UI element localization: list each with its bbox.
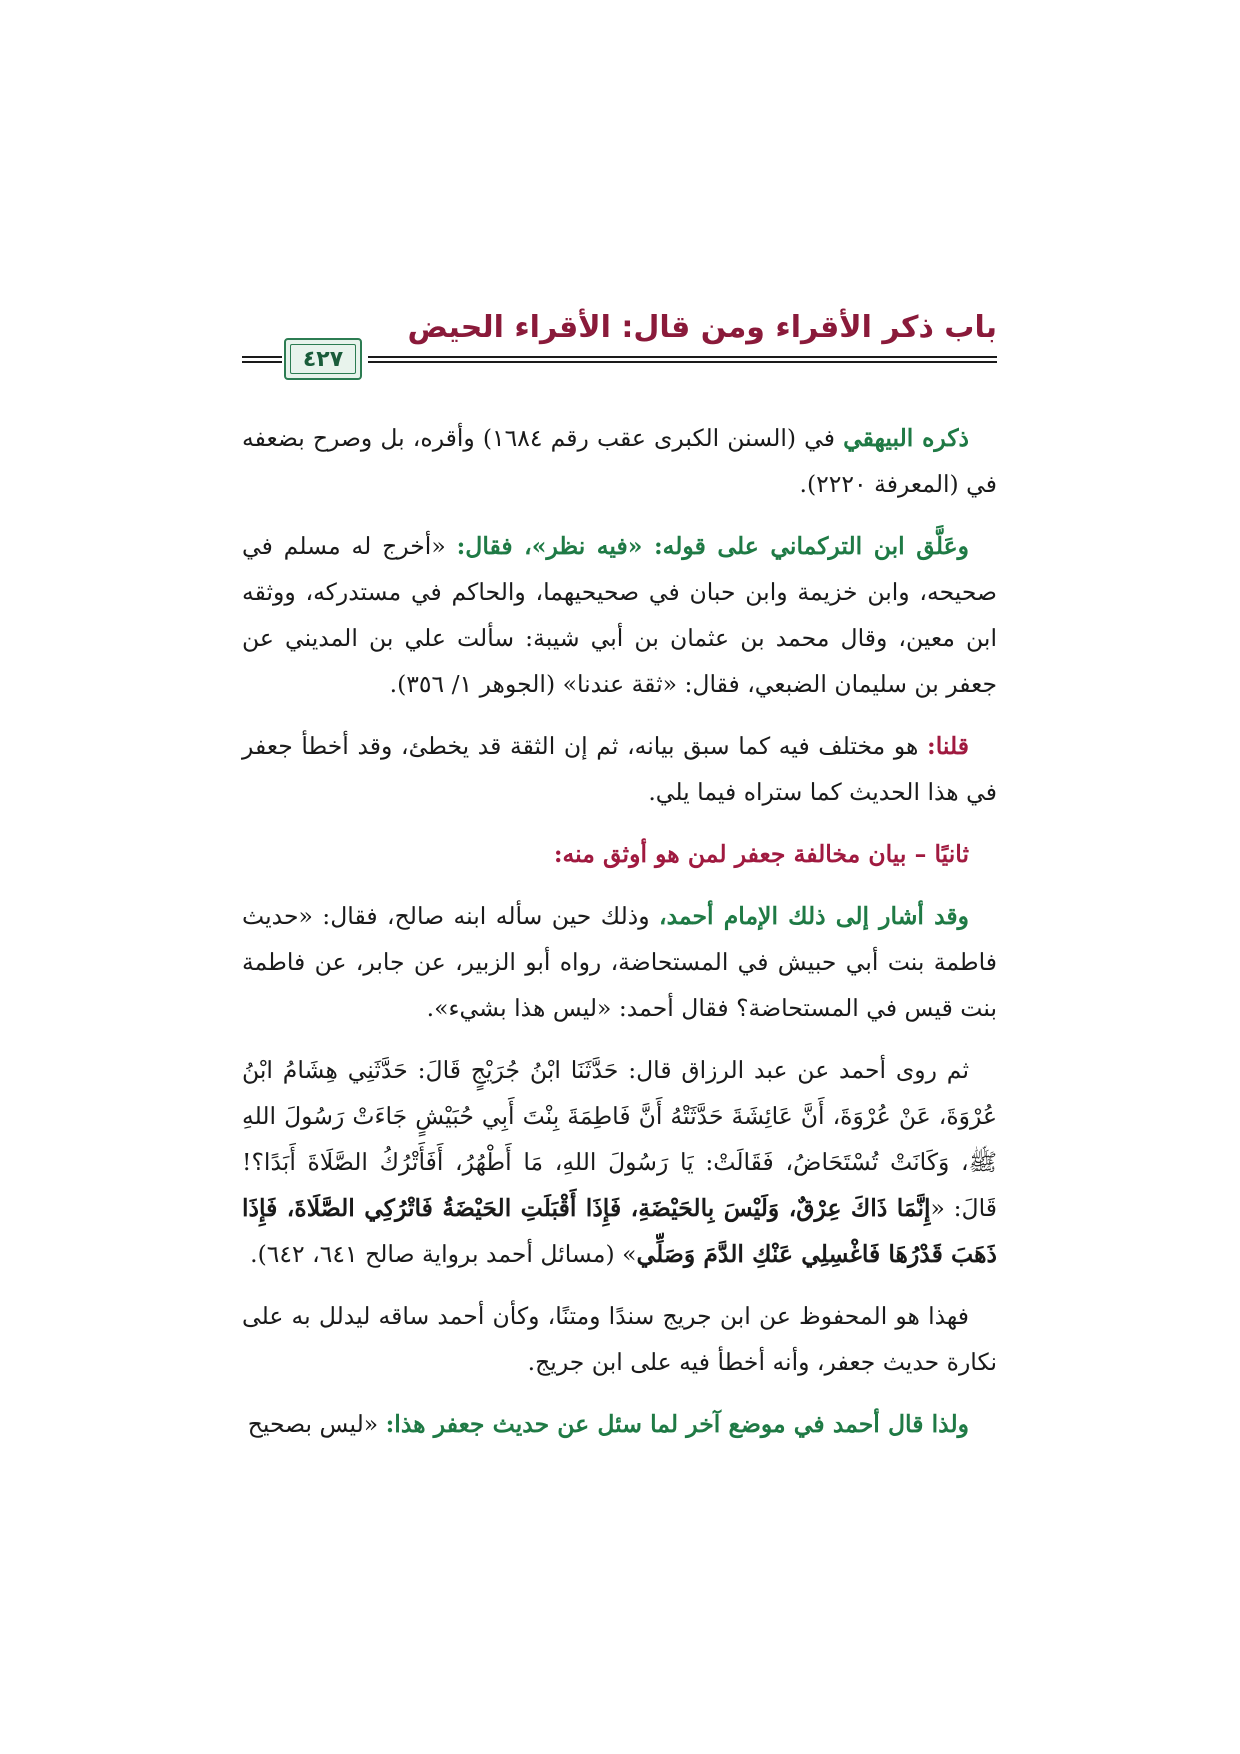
paragraph-lead: وعَلَّق ابن التركماني على قوله: «فيه نظر»، فقال: <box>456 532 969 560</box>
section-heading-text: ثانيًا – بيان مخالفة جعفر لمن هو أوثق منه: <box>553 840 969 868</box>
paragraph <box>242 1047 997 1277</box>
header-rule <box>368 356 997 358</box>
header-rule <box>242 361 282 363</box>
paragraph-lead: ذكره البيهقي <box>843 424 969 452</box>
paragraph-text: وذلك حين سأله ابنه صالح، فقال: «حديث فاطمة بنت أبي حبيش في المستحاضة، رواه أبو الزبير، عن جابر، عن فاطمة بنت قيس في المستحاضة؟ فقال أحمد: «ليس هذا بشيء». <box>242 902 997 1022</box>
page-number-badge <box>284 338 362 380</box>
section-heading <box>242 831 997 877</box>
paragraph <box>242 723 997 815</box>
paragraph-lead: ولذا قال أحمد في موضع آخر لما سئل عن حديث جعفر هذا: <box>385 1410 969 1438</box>
hadith-quote: إِنَّمَا ذَاكَ عِرْقٌ، وَلَيْسَ بِالحَيْضَةِ، فَإِذَا أَقْبَلَتِ الحَيْضَةُ فَاتْرُكِي الصَّلَاةَ، فَإِذَا ذَهَبَ قَدْرُهَا فَاغْسِلِي عَنْكِ الدَّمَ وَصَلِّي <box>242 1194 997 1268</box>
paragraph <box>242 1293 997 1385</box>
paragraph <box>242 415 997 507</box>
paragraph-text: ثم روى أحمد عن عبد الرزاق قال: حَدَّثَنَا ابْنُ جُرَيْجٍ قَالَ: حَدَّثَنِي هِشَامُ ابْنُ عُرْوَةَ، عَنْ عُرْوَةَ، أَنَّ عَائِشَةَ حَدَّثَتْهُ أَنَّ فَاطِمَةَ بِنْتَ أَبِي حُبَيْشٍ جَاءَتْ رَسُولَ اللهِ ﷺ، وَكَانَتْ تُسْتَحَاضُ، فَقَالَتْ: يَا رَسُولَ اللهِ، مَا أَطْهُرُ، أَفَأَتْرُكُ الصَّلَاةَ أَبَدًا؟! قَالَ: « <box>242 1056 998 1222</box>
paragraph-text: «ليس بصحيح <box>247 1410 386 1438</box>
page-header <box>242 310 997 385</box>
paragraph-text: هو مختلف فيه كما سبق بيانه، ثم إن الثقة قد يخطئ، وقد أخطأ جعفر في هذا الحديث كما ستراه فيما يلي. <box>242 732 997 806</box>
paragraph-text: «أخرج له مسلم في صحيحه، وابن خزيمة وابن حبان في صحيحيهما، والحاكم في مستدركه، ووثقه ابن معين، وقال محمد بن عثمان بن أبي شيبة: سألت علي بن المديني عن جعفر بن سليمان الضبعي، فقال: «ثقة عندنا» (الجوهر ١/ ٣٥٦). <box>242 532 997 698</box>
header-rule <box>242 356 282 358</box>
paragraph-text: » (مسائل أحمد برواية صالح ٦٤١، ٦٤٢). <box>250 1240 637 1268</box>
paragraph-lead: قلنا: <box>927 732 969 760</box>
paragraph-lead: وقد أشار إلى ذلك الإمام أحمد، <box>659 902 969 930</box>
page-number: ٤٢٧ <box>302 346 344 372</box>
paragraph <box>242 1401 997 1447</box>
header-rule <box>368 361 997 363</box>
paragraph-text: فهذا هو المحفوظ عن ابن جريج سندًا ومتنًا، وكأن أحمد ساقه ليدلل به على نكارة حديث جعفر، وأنه أخطأ فيه على ابن جريج. <box>242 1302 997 1376</box>
chapter-title: باب ذكر الأقراء ومن قال: الأقراء الحيض <box>407 310 997 345</box>
paragraph <box>242 893 997 1031</box>
paragraph-text: في (السنن الكبرى عقب رقم ١٦٨٤) وأقره، بل وصرح بضعفه في (المعرفة ٢٢٢٠). <box>242 424 997 498</box>
paragraph <box>242 523 997 707</box>
page-body <box>242 415 997 1463</box>
